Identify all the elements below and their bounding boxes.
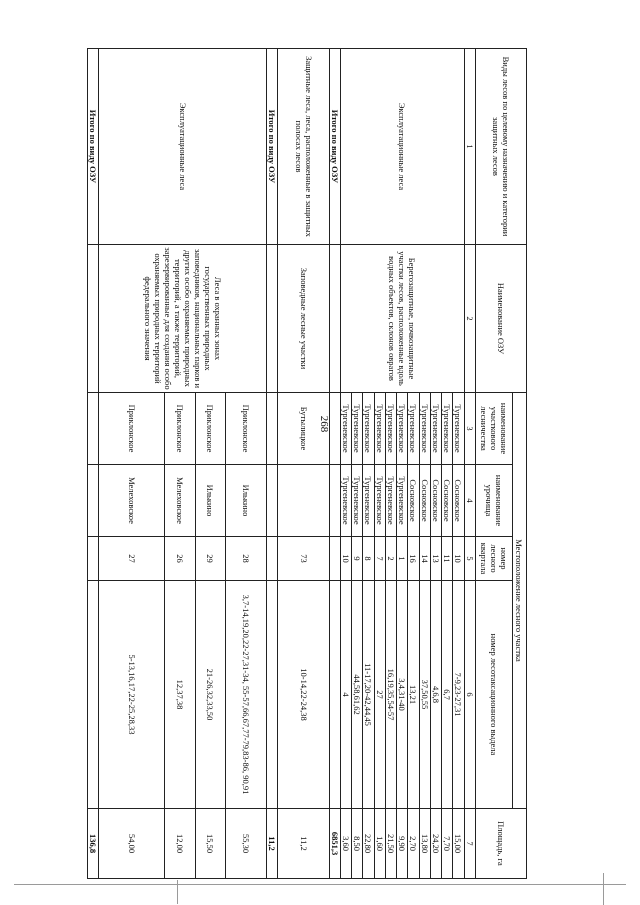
kvartal-cell: 7 xyxy=(374,537,385,581)
forestry-cell: Приклонское xyxy=(164,393,195,465)
total-label: Итого по виду ОЗУ xyxy=(267,49,278,245)
forestry-cell: Тургеневское xyxy=(453,393,464,465)
col-number: 3 xyxy=(464,393,475,465)
tract-cell: Сосновское xyxy=(442,465,453,537)
forestry-cell: Тургеневское xyxy=(419,393,430,465)
tract-cell: Мелеховское xyxy=(164,465,195,537)
header-area: Площадь, га xyxy=(475,809,526,879)
forest-table xyxy=(87,48,527,879)
header-location-group: Местоположение лесного участка xyxy=(512,393,526,809)
vydel-cell: 11-17,20-42,44,45 xyxy=(363,581,374,809)
ozu-name-cell: Заповедные лесные участки xyxy=(278,245,329,393)
vydel-cell: 37,50,55 xyxy=(419,581,430,809)
vydel-cell: 27 xyxy=(374,581,385,809)
col-number: 5 xyxy=(464,537,475,581)
tract-cell: Сосновское xyxy=(419,465,430,537)
vydel-cell: 5-13,16,17,22-25,28,33 xyxy=(99,581,164,809)
forestry-cell: Бутылицкое xyxy=(278,393,329,465)
forestry-cell: Тургеневское xyxy=(442,393,453,465)
tract-cell xyxy=(278,465,329,537)
empty-cell xyxy=(267,245,278,393)
tract-cell: Сосновское xyxy=(408,465,419,537)
total-value: 6851,3 xyxy=(329,809,340,879)
tract-cell: Илькино xyxy=(195,465,226,537)
kvartal-cell: 27 xyxy=(99,537,164,581)
empty-cell xyxy=(267,465,278,537)
total-value: 11,2 xyxy=(267,809,278,879)
forestry-cell: Тургеневское xyxy=(340,393,351,465)
tract-cell: Сосновское xyxy=(430,465,441,537)
forestry-cell: Приклонское xyxy=(99,393,164,465)
kvartal-cell: 11 xyxy=(442,537,453,581)
forestry-cell: Тургеневское xyxy=(363,393,374,465)
forestry-cell: Тургеневское xyxy=(397,393,408,465)
area-cell: 13,80 xyxy=(419,809,430,879)
empty-cell xyxy=(329,465,340,537)
vydel-cell: 16,19,35,54-57 xyxy=(385,581,396,809)
forestry-cell: Тургеневское xyxy=(352,393,363,465)
area-cell: 9,90 xyxy=(397,809,408,879)
tract-cell: Тургеневское xyxy=(397,465,408,537)
vydel-cell: 3,7-14,19,20,22-27,31-34, 55-57,66,67,77-79,83-86, 90,91 xyxy=(226,581,267,809)
scan-edge-tick xyxy=(603,873,604,905)
kvartal-cell: 29 xyxy=(195,537,226,581)
area-cell: 55,30 xyxy=(226,809,267,879)
col-number: 6 xyxy=(464,581,475,809)
tract-cell: Тургеневское xyxy=(374,465,385,537)
area-cell: 7,70 xyxy=(442,809,453,879)
area-cell: 3,60 xyxy=(340,809,351,879)
ozu-name-cell: Леса в охранных зонах государственных природных заповедников, национальных парков и других особо охраняемых природных территорий, а также территорий, зарезервированные для создания особо охраняемых природных территорий федерального значения xyxy=(99,245,267,393)
kvartal-cell: 28 xyxy=(226,537,267,581)
forest-type-cell: Эксплуатационные леса xyxy=(99,49,267,245)
kvartal-cell: 8 xyxy=(363,537,374,581)
tract-cell: Тургеневское xyxy=(385,465,396,537)
kvartal-cell: 10 xyxy=(340,537,351,581)
kvartal-cell: 73 xyxy=(278,537,329,581)
vydel-cell: 13,21 xyxy=(408,581,419,809)
col-number: 7 xyxy=(464,809,475,879)
kvartal-cell: 13 xyxy=(430,537,441,581)
total-label: Итого по виду ОЗУ xyxy=(88,49,99,245)
vydel-cell: 10-14,22-24,38 xyxy=(278,581,329,809)
area-cell: 2,70 xyxy=(408,809,419,879)
forestry-cell: Тургеневское xyxy=(374,393,385,465)
forestry-cell: Тургеневское xyxy=(385,393,396,465)
vydel-cell: 12,37,38 xyxy=(164,581,195,809)
empty-cell xyxy=(329,393,340,465)
empty-cell xyxy=(267,393,278,465)
empty-cell xyxy=(267,537,278,581)
vydel-cell: 3,4,31-40 xyxy=(397,581,408,809)
vydel-cell: 6,7 xyxy=(442,581,453,809)
header-tract-name: наименование урочища xyxy=(475,465,512,537)
area-cell: 11,2 xyxy=(278,809,329,879)
header-ozu-name: Наименование ОЗУ xyxy=(475,245,526,393)
vydel-cell: 44,58,61,62 xyxy=(352,581,363,809)
header-vydel-number: номер лесотаксационного выдела xyxy=(475,581,512,809)
scan-edge-line xyxy=(14,884,626,885)
empty-cell xyxy=(88,581,99,809)
header-kvartal-number: номер лесного квартала xyxy=(475,537,512,581)
kvartal-cell: 16 xyxy=(408,537,419,581)
page-number: 268 xyxy=(318,415,330,433)
area-cell: 24,20 xyxy=(430,809,441,879)
empty-cell xyxy=(88,245,99,393)
empty-cell xyxy=(88,393,99,465)
kvartal-cell: 2 xyxy=(385,537,396,581)
tract-cell: Тургеневское xyxy=(352,465,363,537)
area-cell: 22,80 xyxy=(363,809,374,879)
forestry-cell: Тургеневское xyxy=(408,393,419,465)
area-cell: 12,00 xyxy=(164,809,195,879)
area-cell: 1,60 xyxy=(374,809,385,879)
tract-cell: Тургеневское xyxy=(340,465,351,537)
empty-cell xyxy=(88,465,99,537)
area-cell: 15,00 xyxy=(453,809,464,879)
kvartal-cell: 26 xyxy=(164,537,195,581)
empty-cell xyxy=(329,581,340,809)
col-number: 1 xyxy=(464,49,475,245)
vydel-cell: 4 xyxy=(340,581,351,809)
forest-type-cell: Защитные леса, леса, расположенные в защитных полосах лесов xyxy=(278,49,329,245)
kvartal-cell: 10 xyxy=(453,537,464,581)
empty-cell xyxy=(88,537,99,581)
tract-cell: Тургеневское xyxy=(363,465,374,537)
area-cell: 21,50 xyxy=(385,809,396,879)
tract-cell: Илькино xyxy=(226,465,267,537)
tract-cell: Сосновское xyxy=(453,465,464,537)
rotated-table-container xyxy=(87,48,527,878)
col-number: 2 xyxy=(464,245,475,393)
total-label: Итого по виду ОЗУ xyxy=(329,49,340,245)
kvartal-cell: 1 xyxy=(397,537,408,581)
tract-cell: Мелеховское xyxy=(99,465,164,537)
area-cell: 8,50 xyxy=(352,809,363,879)
area-cell: 15,50 xyxy=(195,809,226,879)
vydel-cell: 4,6,8 xyxy=(430,581,441,809)
empty-cell xyxy=(329,245,340,393)
forestry-cell: Приклонское xyxy=(226,393,267,465)
col-number: 4 xyxy=(464,465,475,537)
ozu-name-cell: Берегозащитные, почвозащитные участки лесов, расположенные вдоль водных объектов, склонов оврагов xyxy=(340,245,464,393)
vydel-cell: 7-9,23-27,31 xyxy=(453,581,464,809)
forestry-cell: Приклонское xyxy=(195,393,226,465)
vydel-cell: 21-26,32,33,50 xyxy=(195,581,226,809)
scan-edge-tick xyxy=(177,880,178,904)
kvartal-cell: 9 xyxy=(352,537,363,581)
header-forestry-name: наименование участкового лесничества xyxy=(475,393,512,465)
area-cell: 54,00 xyxy=(99,809,164,879)
header-forest-type: Виды лесов по целевому назначению и категории защитных лесов xyxy=(475,49,526,245)
empty-cell xyxy=(267,581,278,809)
empty-cell xyxy=(329,537,340,581)
kvartal-cell: 14 xyxy=(419,537,430,581)
total-value: 136,8 xyxy=(88,809,99,879)
forestry-cell: Тургеневское xyxy=(430,393,441,465)
forest-type-cell: Эксплуатационные леса xyxy=(340,49,464,245)
